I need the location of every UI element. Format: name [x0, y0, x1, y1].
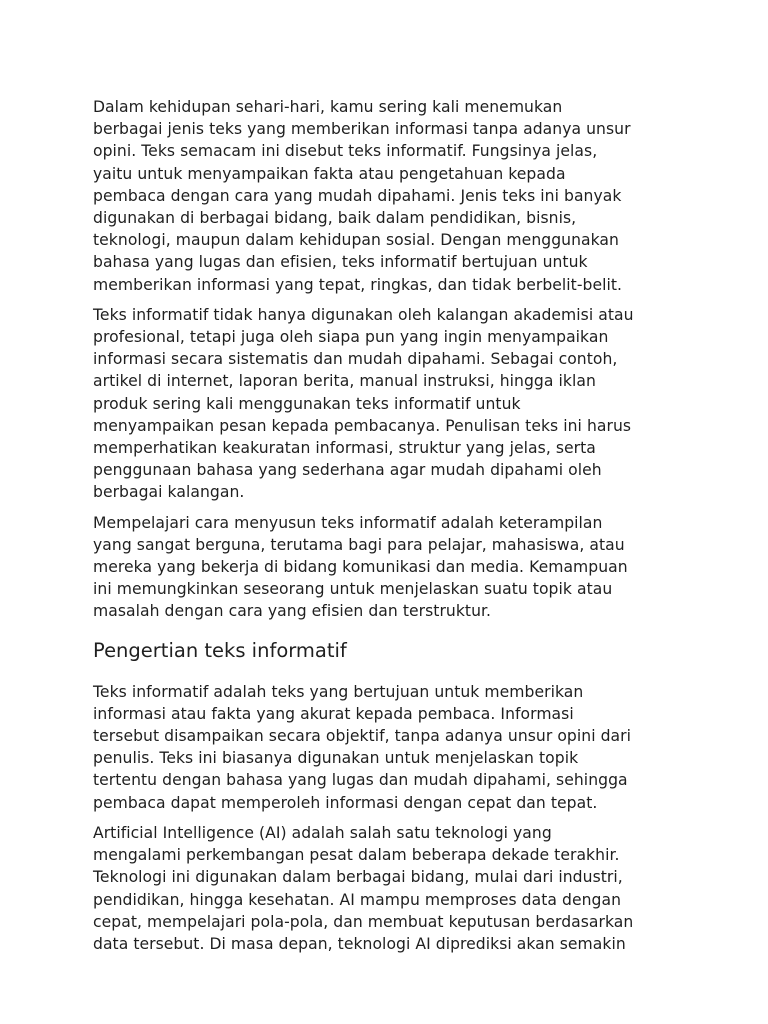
text-line: profesional, tetapi juga oleh siapa pun yang ingin menyampaikan — [93, 328, 609, 347]
text-line: berbagai kalangan. — [93, 483, 245, 502]
text-line: cepat, mempelajari pola-pola, dan membuat keputusan berdasarkan — [93, 912, 634, 931]
text-line: Mempelajari cara menyusun teks informatif adalah keterampilan — [93, 513, 603, 532]
text-line: Teks informatif tidak hanya digunakan oleh kalangan akademisi atau — [93, 305, 634, 324]
text-line: pendidikan, hingga kesehatan. AI mampu memproses data dengan — [93, 890, 622, 909]
text-line: tertentu dengan bahasa yang lugas dan mudah dipahami, sehingga — [93, 771, 628, 790]
text-line: memberikan informasi yang tepat, ringkas, dan tidak berbelit-belit. — [93, 275, 623, 294]
text-line: bahasa yang lugas dan efisien, teks informatif bertujuan untuk — [93, 253, 588, 272]
text-line: memperhatikan keakuratan informasi, struktur yang jelas, serta — [93, 439, 596, 458]
text-line: Dalam kehidupan sehari-hari, kamu sering kali menemukan — [93, 98, 563, 116]
text-line: opini. Teks semacam ini disebut teks informatif. Fungsinya jelas, — [93, 142, 598, 161]
text-line: penggunaan bahasa yang sederhana agar mudah dipahami oleh — [93, 461, 602, 480]
text-line: informasi atau fakta yang akurat kepada pembaca. Informasi — [93, 704, 574, 723]
text-line: digunakan di berbagai bidang, baik dalam pendidikan, bisnis, — [93, 209, 577, 228]
text-line: Teknologi ini digunakan dalam berbagai bidang, mulai dari industri, — [93, 868, 623, 887]
text-line: teknologi, maupun dalam kehidupan sosial. Dengan menggunakan — [93, 231, 619, 250]
text-line: mereka yang bekerja di bidang komunikasi dan media. Kemampuan — [93, 558, 628, 577]
section-heading: Pengertian teks informatif — [93, 638, 347, 662]
text-line: yaitu untuk menyampaikan fakta atau pengetahuan kepada — [93, 164, 566, 183]
paragraph-definition — [93, 681, 683, 814]
text-line: pembaca dengan cara yang mudah dipahami. Jenis teks ini banyak — [93, 186, 622, 205]
text-line: masalah dengan cara yang efisien dan terstruktur. — [93, 602, 492, 621]
document-page — [93, 96, 683, 963]
text-line: data tersebut. Di masa depan, teknologi AI diprediksi akan semakin — [93, 934, 626, 953]
paragraph-skills — [93, 512, 683, 623]
text-line: menyampaikan pesan kepada pembacanya. Penulisan teks ini harus — [93, 416, 632, 435]
text-line: yang sangat berguna, terutama bagi para pelajar, mahasiswa, atau — [93, 535, 625, 554]
text-line: produk sering kali menggunakan teks informatif untuk — [93, 394, 521, 413]
text-line: tersebut disampaikan secara objektif, tanpa adanya unsur opini dari — [93, 727, 631, 746]
text-line: berbagai jenis teks yang memberikan informasi tanpa adanya unsur — [93, 120, 631, 139]
text-line: informasi secara sistematis dan mudah dipahami. Sebagai contoh, — [93, 350, 618, 369]
text-line: ini memungkinkan seseorang untuk menjelaskan suatu topik atau — [93, 580, 613, 599]
text-line: artikel di internet, laporan berita, manual instruksi, hingga iklan — [93, 372, 596, 391]
paragraph-ai — [93, 822, 683, 955]
text-line: Teks informatif adalah teks yang bertujuan untuk memberikan — [93, 682, 584, 701]
paragraph-intro — [93, 96, 683, 296]
text-line: penulis. Teks ini biasanya digunakan untuk menjelaskan topik — [93, 749, 579, 768]
text-line: Artificial Intelligence (AI) adalah salah satu teknologi yang — [93, 823, 552, 842]
paragraph-usage — [93, 304, 683, 504]
text-line: pembaca dapat memperoleh informasi dengan cepat dan tepat. — [93, 793, 598, 812]
text-line: mengalami perkembangan pesat dalam beberapa dekade terakhir. — [93, 846, 620, 865]
